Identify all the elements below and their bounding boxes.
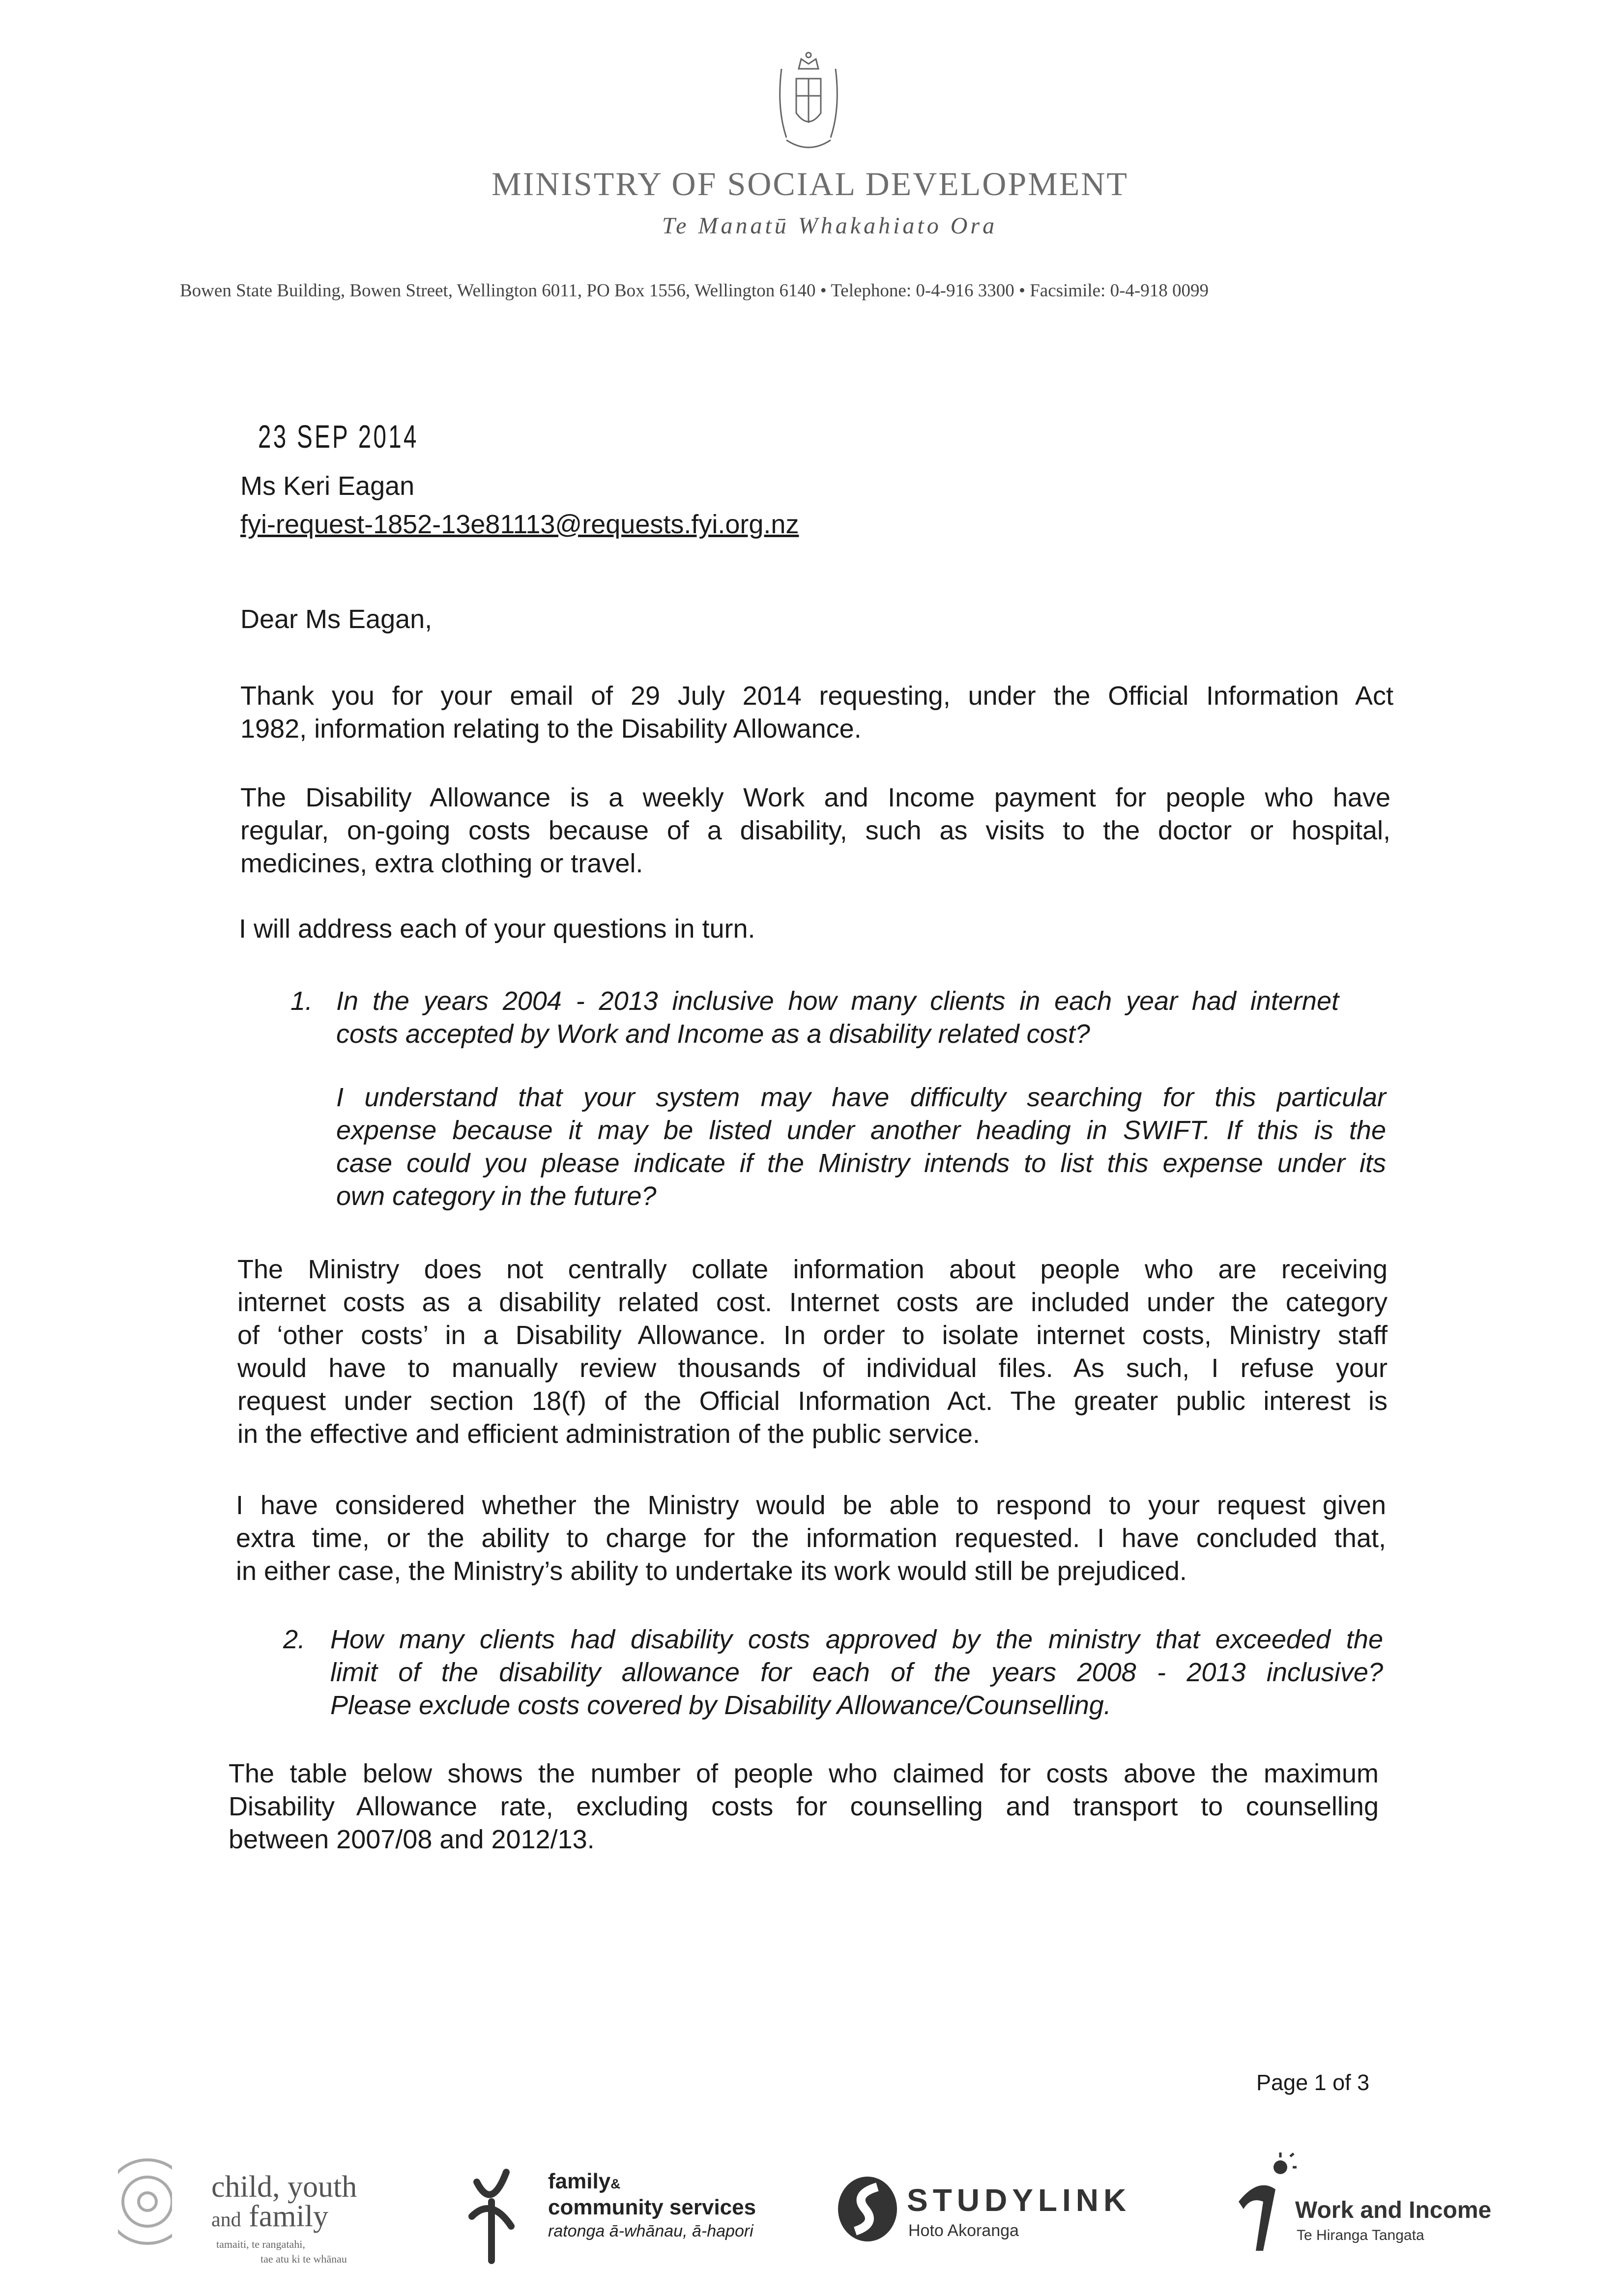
text-line: How many clients had disability costs approved by the ministry that exceeded the bbox=[330, 1625, 1383, 1654]
question-1-note bbox=[336, 1081, 1386, 1213]
text-line: regular, on-going costs because of a disability, such as visits to the doctor or hospital, bbox=[240, 816, 1390, 845]
recipient-email-link[interactable]: fyi-request-1852-13e81113@requests.fyi.org.nz bbox=[240, 510, 799, 539]
text-line: case could you please indicate if the Ministry intends to list this expense under its bbox=[336, 1148, 1386, 1178]
logo-text: community services bbox=[548, 2195, 756, 2219]
cyf-spiral-icon bbox=[118, 2148, 172, 2256]
text-line: internet costs as a disability related cost. Internet costs are included under the category bbox=[237, 1288, 1388, 1317]
logo-text: and bbox=[211, 2209, 241, 2231]
salutation: Dear Ms Eagan, bbox=[240, 604, 433, 634]
text-line: The table below shows the number of people who claimed for costs above the maximum bbox=[229, 1759, 1379, 1788]
coat-of-arms-crest bbox=[772, 49, 845, 157]
text-line: request under section 18(f) of the Official Information Act. The greater public interest is bbox=[237, 1386, 1388, 1416]
recipient-name: Ms Keri Eagan bbox=[240, 471, 415, 501]
logo-child-youth-family bbox=[118, 2148, 393, 2270]
logo-text: child, youth bbox=[211, 2170, 357, 2204]
question-1-text bbox=[336, 985, 1339, 1051]
question-number: 2. bbox=[283, 1625, 306, 1654]
text-line: between 2007/08 and 2012/13. bbox=[229, 1825, 595, 1854]
logo-text: STUDYLINK bbox=[907, 2182, 1131, 2218]
page-indicator: Page 1 of 3 bbox=[1256, 2070, 1370, 2095]
text-line: Thank you for your email of 29 July 2014 requesting, under the Official Information Act bbox=[240, 681, 1393, 711]
fcs-figure-icon bbox=[462, 2152, 521, 2270]
logo-text: Work and Income bbox=[1295, 2197, 1492, 2223]
text-line: in either case, the Ministry’s ability to undertake its work would still be prejudiced. bbox=[236, 1556, 1187, 1586]
text-line: I will address each of your questions in turn. bbox=[239, 914, 755, 944]
paragraph-request-ack bbox=[240, 680, 1393, 746]
text-line: of ‘other costs’ in a Disability Allowance. In order to isolate internet costs, Ministry staff bbox=[237, 1320, 1388, 1350]
text-line: limit of the disability allowance for each of the years 2008 - 2013 inclusive? bbox=[330, 1658, 1383, 1687]
text-line: I have considered whether the Ministry would be able to respond to your request given bbox=[236, 1491, 1386, 1520]
letterhead-address: Bowen State Building, Bowen Street, Wellington 6011, PO Box 1556, Wellington 6140 • Telephone: 0-4-916 3300 • Facsimile: 0-4-918 0099 bbox=[180, 281, 1209, 301]
paragraph-address-questions bbox=[239, 913, 755, 946]
text-line: The Ministry does not centrally collate information about people who are receiving bbox=[237, 1255, 1388, 1284]
text-line: would have to manually review thousands of individual files. As such, I refuse your bbox=[237, 1353, 1388, 1383]
paragraph-table-intro bbox=[229, 1757, 1379, 1856]
question-number: 1. bbox=[290, 986, 313, 1016]
logo-studylink bbox=[836, 2148, 1180, 2270]
logo-text: family bbox=[249, 2200, 328, 2233]
text-line: In the years 2004 - 2013 inclusive how many clients in each year had internet bbox=[336, 986, 1339, 1016]
logo-tagline: tae atu ki te whānau bbox=[260, 2253, 347, 2265]
text-line: Please exclude costs covered by Disability Allowance/Counselling. bbox=[330, 1691, 1111, 1720]
ministry-name: MINISTRY OF SOCIAL DEVELOPMENT bbox=[492, 165, 1128, 202]
text-line: The Disability Allowance is a weekly Work and Income payment for people who have bbox=[240, 783, 1390, 812]
question-2-text bbox=[330, 1623, 1383, 1722]
text-line: 1982, information relating to the Disability Allowance. bbox=[240, 714, 862, 744]
logo-tagline: Te Hiranga Tangata bbox=[1297, 2227, 1424, 2243]
text-line: own category in the future? bbox=[336, 1181, 657, 1211]
text-line: in the effective and efficient administration of the public service. bbox=[237, 1419, 980, 1449]
work-income-figure-icon bbox=[1234, 2148, 1298, 2256]
paragraph-allowance-description bbox=[240, 781, 1390, 880]
logo-tagline: Hoto Akoranga bbox=[908, 2221, 1019, 2240]
text-line: extra time, or the ability to charge for the information requested. I have concluded that, bbox=[236, 1523, 1386, 1553]
paragraph-consideration bbox=[236, 1489, 1386, 1588]
logo-tagline: ratonga ā-whānau, ā-hapori bbox=[548, 2222, 753, 2240]
text-line: Disability Allowance rate, excluding costs for counselling and transport to counselling bbox=[229, 1792, 1379, 1821]
recipient-block bbox=[240, 467, 799, 544]
ministry-maori-name: Te Manatū Whakahiato Ora bbox=[662, 213, 998, 239]
logo-text: family bbox=[548, 2169, 611, 2193]
logo-family-community-services bbox=[462, 2148, 777, 2270]
date-stamp: 23 SEP 2014 bbox=[258, 418, 419, 455]
paragraph-answer-1 bbox=[237, 1253, 1388, 1451]
text-line: costs accepted by Work and Income as a disability related cost? bbox=[336, 1019, 1090, 1049]
logo-work-and-income bbox=[1234, 2148, 1509, 2270]
logo-tagline: tamaiti, te rangatahi, bbox=[216, 2238, 305, 2250]
studylink-s-icon bbox=[836, 2175, 899, 2243]
text-line: I understand that your system may have difficulty searching for this particular bbox=[336, 1083, 1386, 1112]
text-line: medicines, extra clothing or travel. bbox=[240, 849, 643, 878]
logo-text: & bbox=[610, 2176, 621, 2191]
text-line: expense because it may be listed under another heading in SWIFT. If this is the bbox=[336, 1116, 1386, 1145]
